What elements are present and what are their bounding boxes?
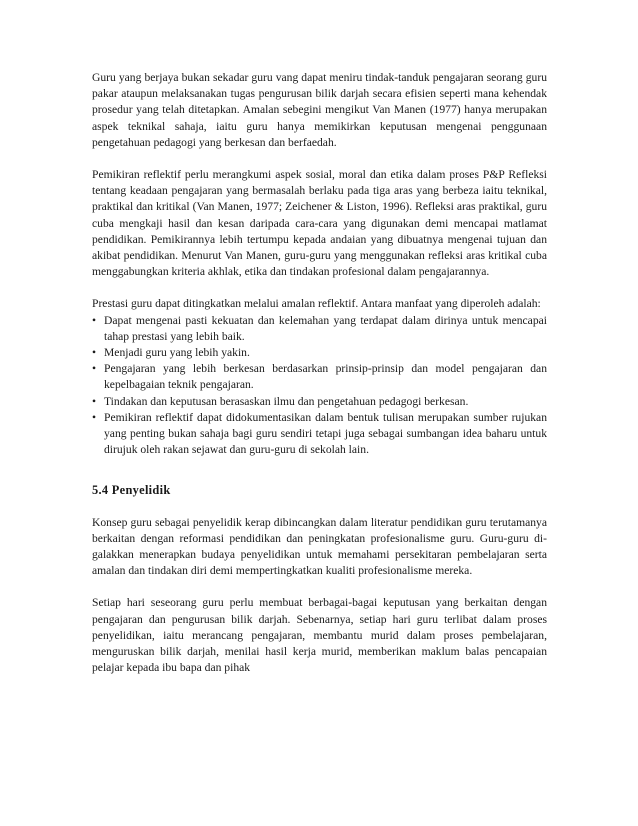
list-item bbox=[92, 361, 547, 393]
benefits-list bbox=[92, 313, 547, 459]
list-item-text: Dapat mengenai pasti kekuatan dan kelemahan yang terdapat dalam dirinya untuk mencapai tahap prestasi yang lebih baik. bbox=[104, 313, 547, 343]
list-item bbox=[92, 345, 547, 361]
bullet-icon: • bbox=[92, 362, 97, 376]
bullet-icon: • bbox=[92, 410, 97, 424]
paragraph: Guru yang berjaya bukan sekadar guru vang dapat meniru tindak-tanduk pengajaran seorang guru pakar ataupun melaksanakan tugas pengurusan bilik darjah secara efisien seperti mana kehendak prosedur yang telah ditetapkan. Amalan sebegini mengikut Van Manen (1977) hanya merupakan aspek teknikal sahaja, iaitu guru hanya memikirkan keputusan mengenai penggunaan pengetahuan pedagogi yang berkesan dan berfaedah. bbox=[92, 71, 547, 149]
benefits-intro: Prestasi guru dapat ditingkatkan melalui amalan reflektif. Antara manfaat yang diperoleh adalah: bbox=[92, 297, 541, 311]
list-item-text: Pengajaran yang lebih berkesan berdasarkan prinsip-prinsip dan model pengajaran dan kepelbagaian teknik pengajaran. bbox=[104, 362, 547, 392]
paragraph: Konsep guru sebagai penyelidik kerap dibincangkan dalam literatur pendidikan guru terutamanya berkaitan dengan reformasi pendidikan dan peningkatan profesionalisme guru. Guru-guru di- galakkan menerapkan budaya penyelidikan untuk memahami persekitaran pembelajaran serta amalan dan tindakan diri demi mempertingkatkan kualiti profesionalisme mereka. bbox=[92, 515, 547, 578]
list-item bbox=[92, 313, 547, 345]
list-item-text: Menjadi guru yang lebih yakin. bbox=[104, 346, 250, 360]
list-item bbox=[92, 410, 547, 459]
list-item-text: Tindakan dan keputusan berasaskan ilmu dan pengetahuan pedagogi berkesan. bbox=[104, 394, 469, 408]
document-page bbox=[92, 70, 547, 693]
paragraph: Pemikiran reflektif perlu merangkumi aspek sosial, moral dan etika dalam proses P&P Refleksi tentang keadaan pengajaran yang bermasalah berlaku pada tiga aras yang berbeza iaitu teknikal, praktikal dan kritikal (Van Manen, 1977; Zeichener & Liston, 1996). Refleksi aras praktikal, guru cuba mengkaji hasil dan kesan daripada cara-cara yang digunakan demi mencapai matlamat pendidikan. Pemikirannya lebih tertumpu kepada andaian yang dibuatnya mengenai tujuan dan akibat pendidikan. Menurut Van Manen, guru-guru yang menggunakan refleksi aras kritikal cuba menggabungkan kriteria akhlak, etika dan tindakan profesional dalam pengajarannya. bbox=[92, 168, 547, 279]
paragraph: Setiap hari seseorang guru perlu membuat berbagai-bagai keputusan yang berkaitan dengan pengajaran dan pengurusan bilik darjah. Sebenarnya, setiap hari guru terlibat dalam proses penyelidikan, iaitu merancang pengajaran, membantu murid dalam proses pembelajaran, menguruskan bilik darjah, menilai hasil kerja murid, memberikan maklum balas pencapaian pelajar kepada ibu bapa dan pihak bbox=[92, 596, 547, 675]
bullet-icon: • bbox=[92, 394, 97, 408]
bullet-icon: • bbox=[92, 346, 97, 360]
list-item bbox=[92, 394, 547, 410]
list-item-text: Pemikiran reflektif dapat didokumentasikan dalam bentuk tulisan merupakan sumber rujukan yang penting bukan sahaja bagi guru sendiri tetapi juga sebagai sumbangan idea baharu untuk dirujuk oleh rakan sejawat dan guru-guru di sekolah lain. bbox=[104, 410, 547, 457]
bullet-icon: • bbox=[92, 313, 97, 327]
section-heading: 5.4 Penyelidik bbox=[92, 483, 171, 498]
